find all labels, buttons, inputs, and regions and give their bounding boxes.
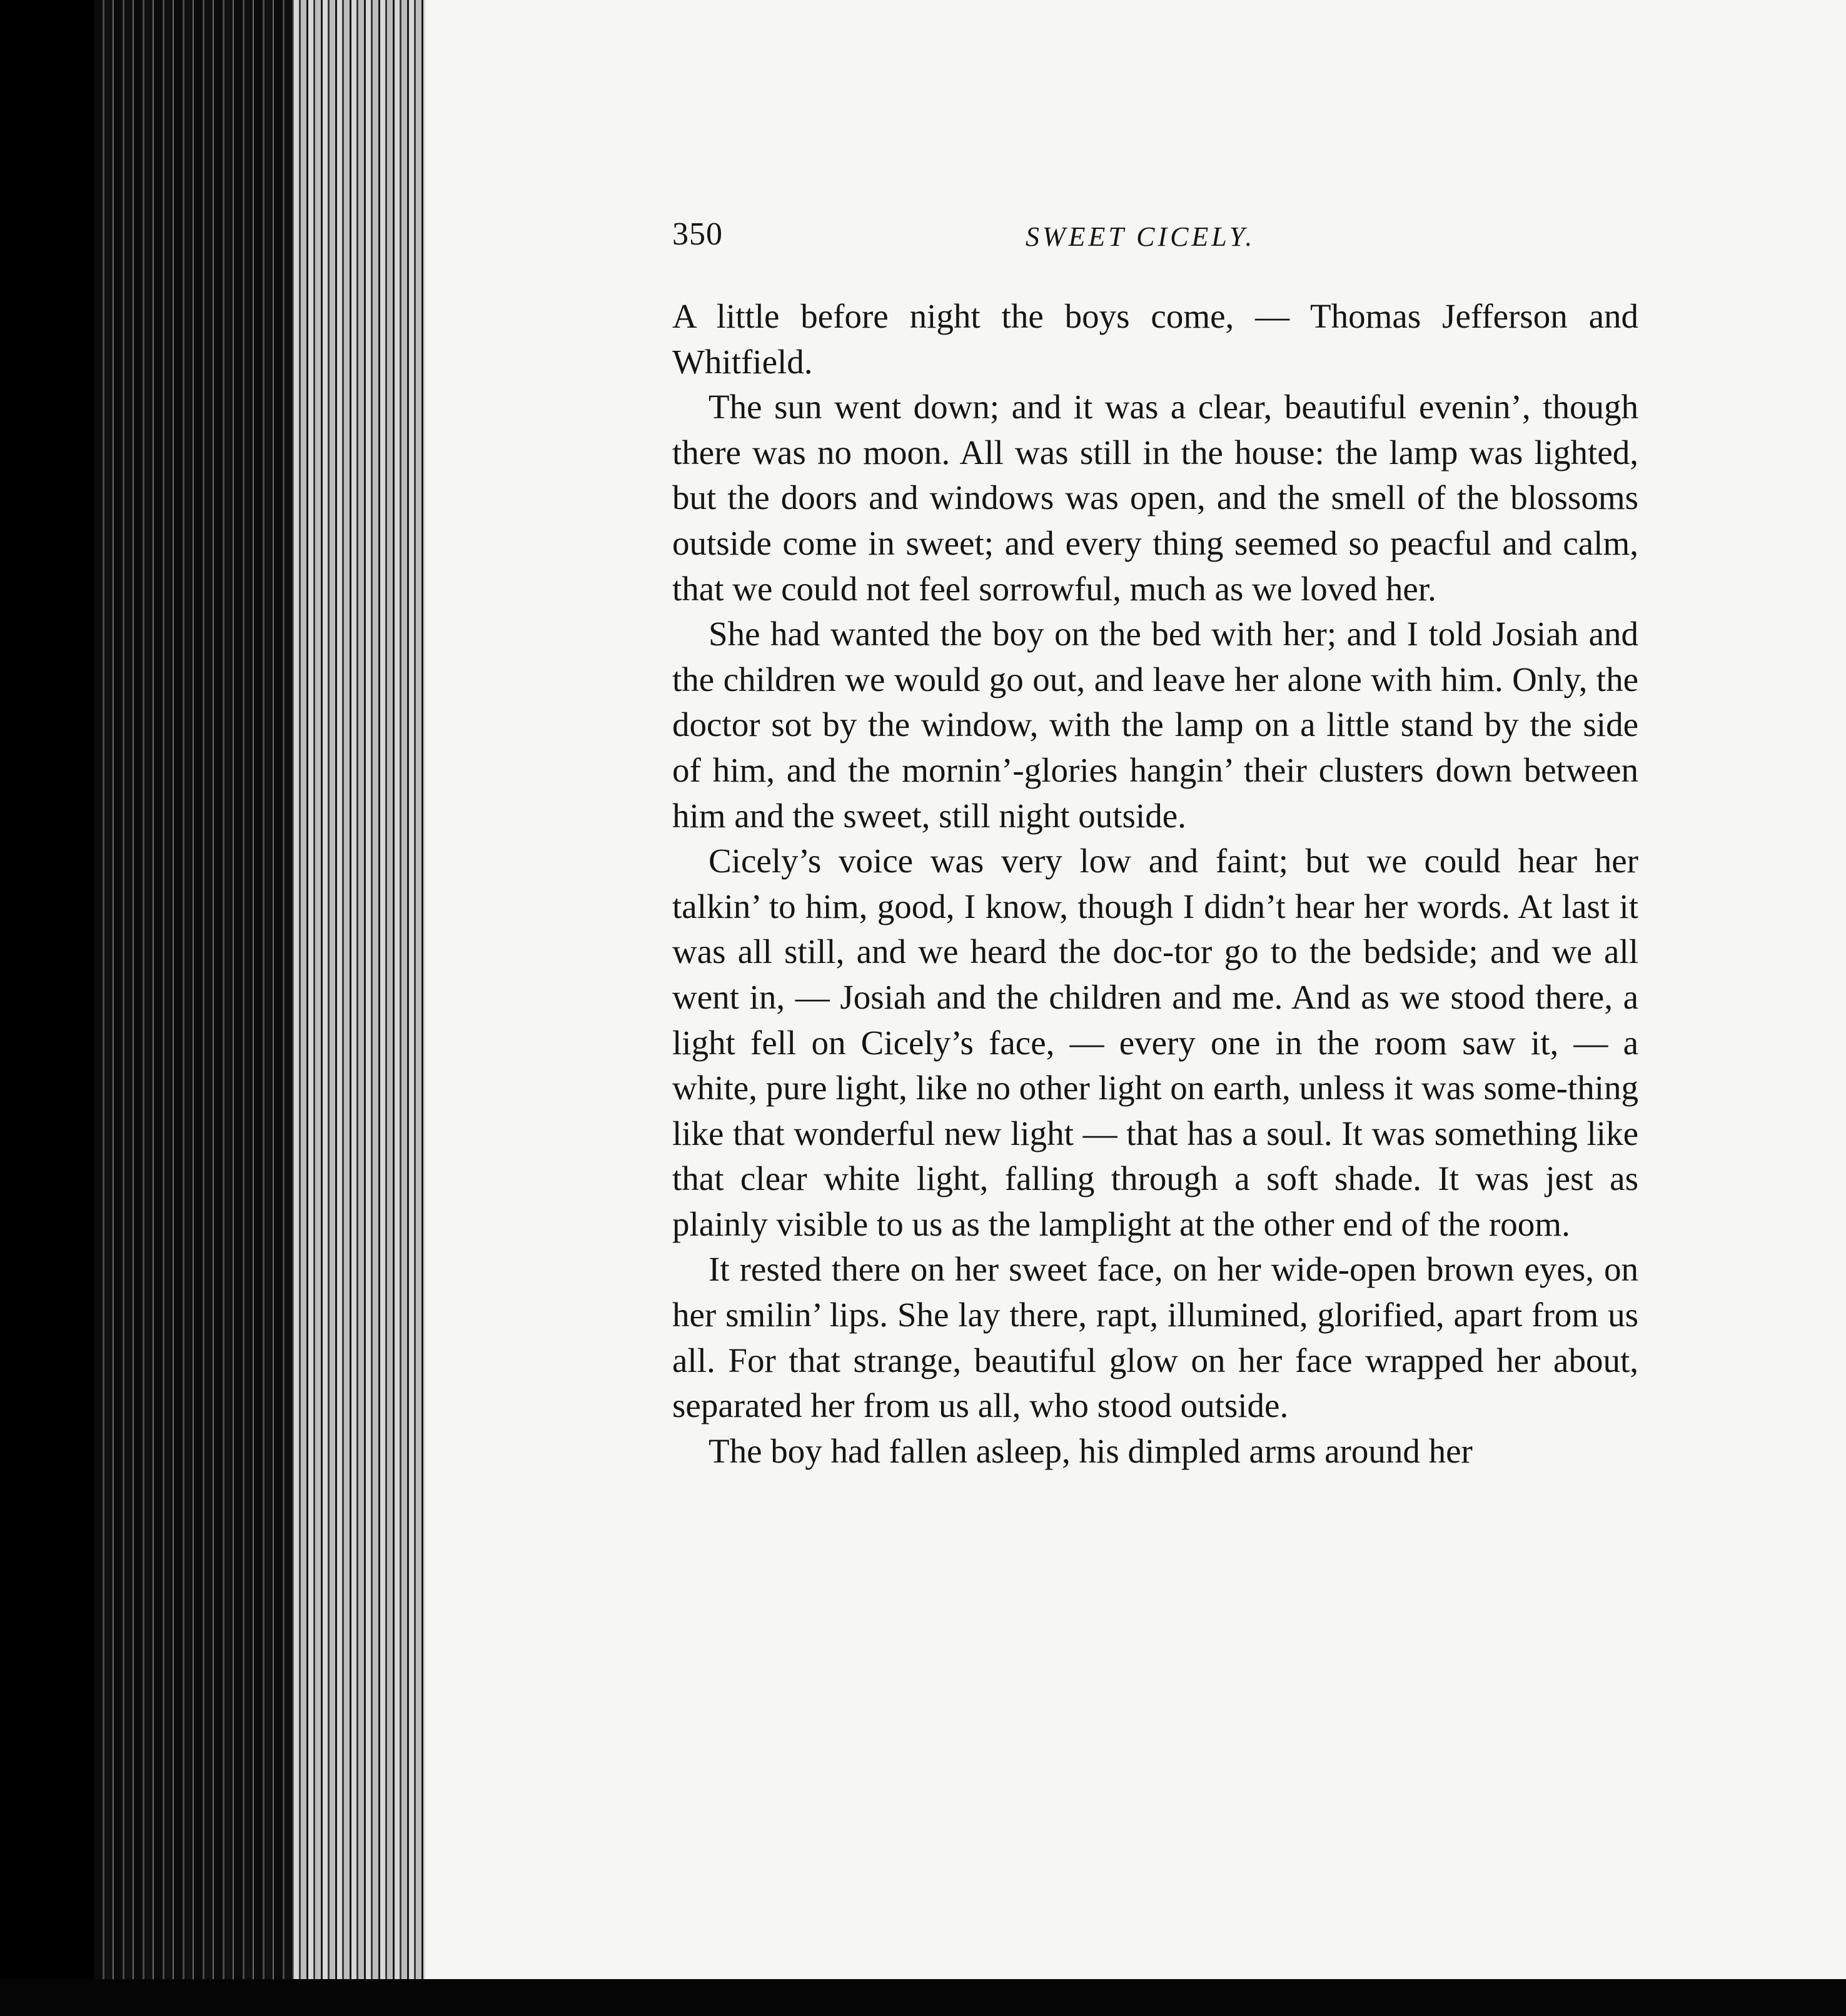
- paragraph: The boy had fallen asleep, his dimpled arms around her: [709, 1431, 1473, 1470]
- page-bottom-shadow: [0, 1979, 1846, 2016]
- paragraph: A little before night the boys come, — Thomas Jefferson and Whitfield.: [672, 297, 1638, 381]
- paragraph: The sun went down; and it was a clear, beautiful evenin’, though there was no moon. All was still in the house: the lamp was lighted, but the doors and windows was open, and the smell of the blossoms outside come in sweet; and every thing seemed so peacful and calm, that we could not feel sorrowful, much as we loved her.: [672, 388, 1638, 608]
- running-head: [672, 216, 1638, 266]
- page-number: 350: [672, 216, 723, 252]
- book-page-edges-light: [294, 0, 425, 1982]
- paragraph: It rested there on her sweet face, on her wide-open brown eyes, on her smilin’ lips. She lay there, rapt, illumined, glorified, apart from us all. For that strange, beautiful glow on her face wrapped her about, separated her from us all, who stood outside.: [672, 1250, 1638, 1425]
- body-text: [672, 294, 1638, 1474]
- paragraph: Cicely’s voice was very low and faint; but we could hear her talkin’ to him, good, I know, though I didn’t hear her words. At last it was all still, and we heard the doc-tor go to the bedside; and we all went in, — Josiah and the children and me. And as we stood there, a light fell on Cicely’s face, — every one in the room saw it, — a white, pure light, like no other light on earth, unless it was some-thing like that wonderful new light — that has a soul. It was something like that clear white light, falling through a soft shade. It was jest as plainly visible to us as the lamplight at the other end of the room.: [672, 842, 1638, 1243]
- running-title: SWEET CICELY.: [1026, 221, 1256, 252]
- paragraph: She had wanted the boy on the bed with her; and I told Josiah and the children we would go out, and leave her alone with him. Only, the doctor sot by the window, with the lamp on a little stand by the side of him, and the mornin’-glories hangin’ their clusters down between him and the sweet, still night outside.: [672, 615, 1638, 835]
